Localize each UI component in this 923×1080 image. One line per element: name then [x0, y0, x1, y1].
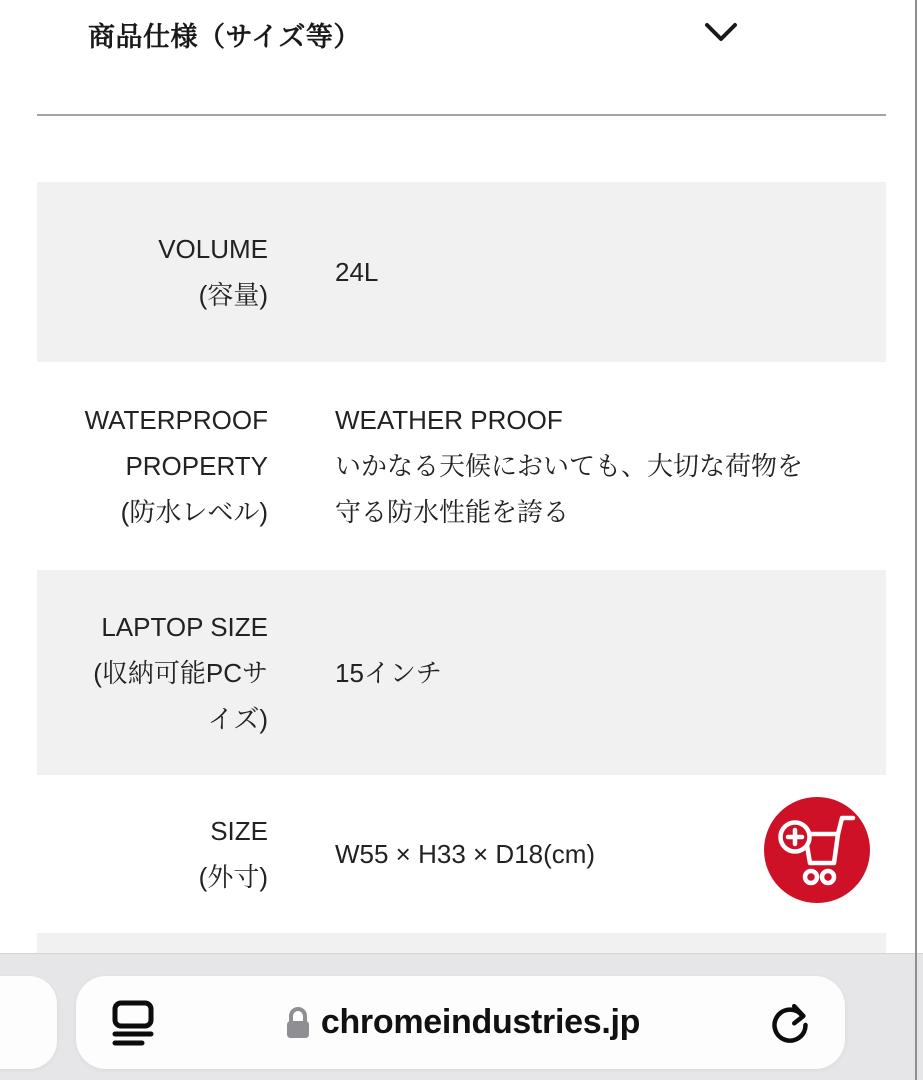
- reader-menu-button[interactable]: [108, 999, 158, 1047]
- spec-table: [37, 182, 886, 993]
- browser-bottom-bar: [0, 953, 923, 1080]
- lock-icon: [285, 1006, 311, 1040]
- chevron-down-icon[interactable]: [701, 14, 741, 50]
- reload-button[interactable]: [767, 999, 813, 1047]
- spec-row: [37, 775, 886, 933]
- spec-row: [37, 570, 886, 775]
- reload-icon: [767, 999, 813, 1047]
- spec-row-label: WATERPROOF PROPERTY (防水レベル): [84, 405, 268, 527]
- spec-row: [37, 182, 886, 362]
- spec-row-label: LAPTOP SIZE (収納可能PCサ イズ): [93, 611, 268, 734]
- section-divider: [37, 114, 886, 116]
- url-field[interactable]: [285, 1003, 640, 1042]
- add-to-cart-button[interactable]: [764, 797, 870, 903]
- cart-plus-icon: [764, 797, 870, 903]
- spec-row-value: W55 × H33 × D18(cm): [335, 839, 596, 869]
- address-bar[interactable]: [76, 976, 845, 1069]
- screen-edge-line: [915, 0, 917, 1080]
- spec-row-value: 15インチ: [335, 657, 442, 688]
- spec-row-label: VOLUME (容量): [158, 234, 268, 310]
- adjacent-tab-card[interactable]: [0, 976, 57, 1069]
- url-text: chromeindustries.jp: [320, 1003, 641, 1041]
- spec-row-value: WEATHER PROOF いかなる天候においても、大切な荷物を 守る防水性能を誇る: [335, 405, 804, 527]
- spec-row-value: 24L: [335, 257, 379, 287]
- spec-section-title: 商品仕様（サイズ等）: [88, 22, 361, 52]
- spec-row: [37, 362, 886, 570]
- spec-accordion-header[interactable]: [37, 0, 886, 62]
- reader-icon: [108, 999, 158, 1047]
- spec-row-label: SIZE (外寸): [198, 816, 268, 892]
